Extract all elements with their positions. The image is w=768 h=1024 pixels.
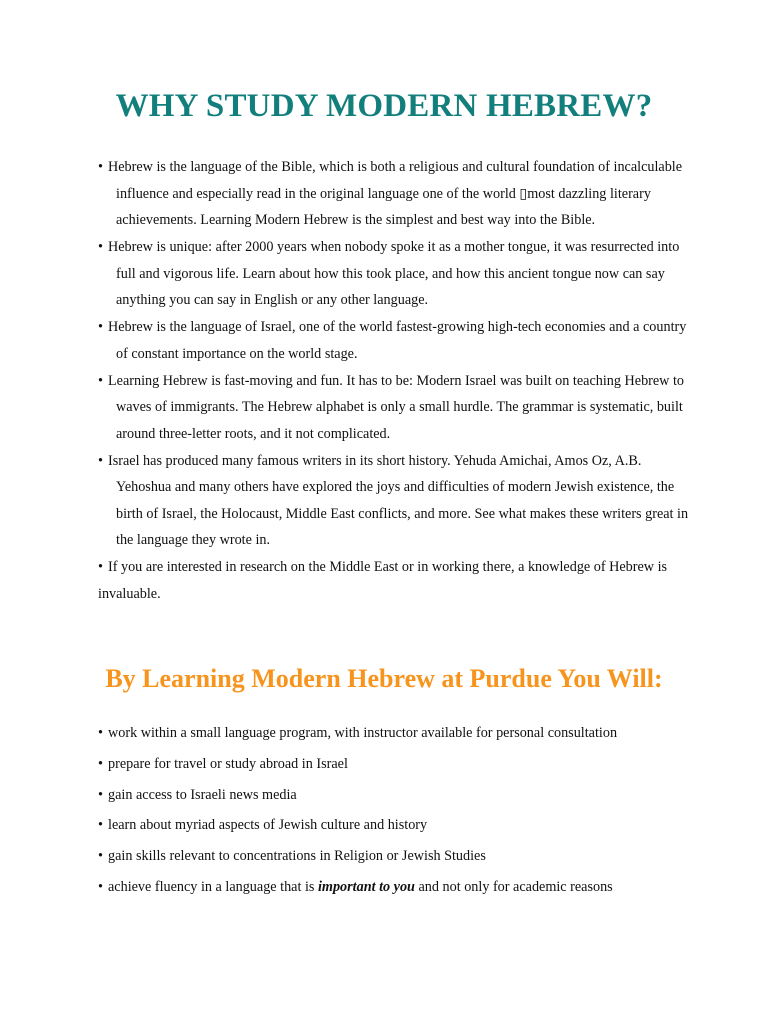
list-item (98, 845, 718, 867)
list-item (98, 314, 698, 367)
bullet-icon: • (98, 848, 103, 865)
bullet-icon: • (98, 239, 103, 256)
bullet-icon: • (98, 319, 103, 336)
list-item (98, 554, 698, 607)
reasons-list (98, 154, 698, 608)
reason-text: Israel has produced many famous writers in its short history. Yehuda Amichai, Amos Oz, A.B. Yehoshua and many others have explored the joys and difficulties of modern Jewish existence, the birth of Israel, the Holocaust, Middle East conflicts, and more. See what makes these writers great in the language they wrote in. (108, 452, 689, 549)
benefit-text: work within a small language program, with instructor available for personal consultation (108, 725, 618, 741)
bullet-icon: • (98, 452, 103, 469)
benefit-text-after: and not only for academic reasons (414, 878, 613, 895)
list-item (98, 448, 698, 554)
list-item (98, 876, 718, 898)
benefit-text: learn about myriad aspects of Jewish culture and history (108, 817, 428, 834)
benefit-text: prepare for travel or study abroad in Israel (108, 755, 348, 772)
bullet-icon: • (98, 372, 103, 389)
bullet-icon: • (98, 878, 103, 895)
bullet-icon: • (98, 786, 103, 803)
page-title: WHY STUDY MODERN HEBREW? (115, 88, 653, 124)
reason-text: Hebrew is the language of the Bible, which is both a religious and cultural foundation of incalculable influence and especially read in the original language one of the world ▯most dazzling literary achievements. Learning Modern Hebrew is the simplest and best way into the Bible. (108, 159, 683, 228)
reason-text: Learning Hebrew is fast-moving and fun. It has to be: Modern Israel was built on teaching Hebrew to waves of immigrants. The Hebrew alphabet is only a small hurdle. The grammar is systematic, built around three-letter roots, and it not complicated. (108, 372, 685, 442)
benefit-text-before: achieve fluency in a language that is (108, 878, 318, 895)
benefit-emphasis: important to you (317, 878, 415, 895)
section-heading: By Learning Modern Hebrew at Purdue You Will: (105, 664, 663, 693)
list-item (98, 814, 718, 836)
list-item (98, 722, 718, 744)
list-item (98, 753, 718, 775)
list-item (98, 784, 718, 806)
list-item (98, 368, 698, 448)
reason-text: If you are interested in research on the Middle East or in working there, a knowledge of Hebrew is invaluable. (98, 559, 668, 602)
benefits-list (98, 722, 718, 907)
bullet-icon: • (98, 159, 103, 175)
benefit-text: gain access to Israeli news media (108, 786, 297, 803)
list-item (98, 154, 698, 234)
bullet-icon: • (98, 817, 103, 834)
benefit-text: gain skills relevant to concentrations in Religion or Jewish Studies (108, 848, 486, 865)
list-item (98, 234, 698, 314)
bullet-icon: • (98, 559, 103, 576)
bullet-icon: • (98, 755, 103, 772)
reason-text: Hebrew is the language of Israel, one of the world fastest-growing high-tech economies and a country of constant importance on the world stage. (108, 319, 687, 362)
bullet-icon: • (98, 725, 103, 741)
reason-text: Hebrew is unique: after 2000 years when nobody spoke it as a mother tongue, it was resurrected into full and vigorous life. Learn about how this took place, and how this ancient tongue now can say anything you can say in English or any other language. (108, 239, 680, 309)
